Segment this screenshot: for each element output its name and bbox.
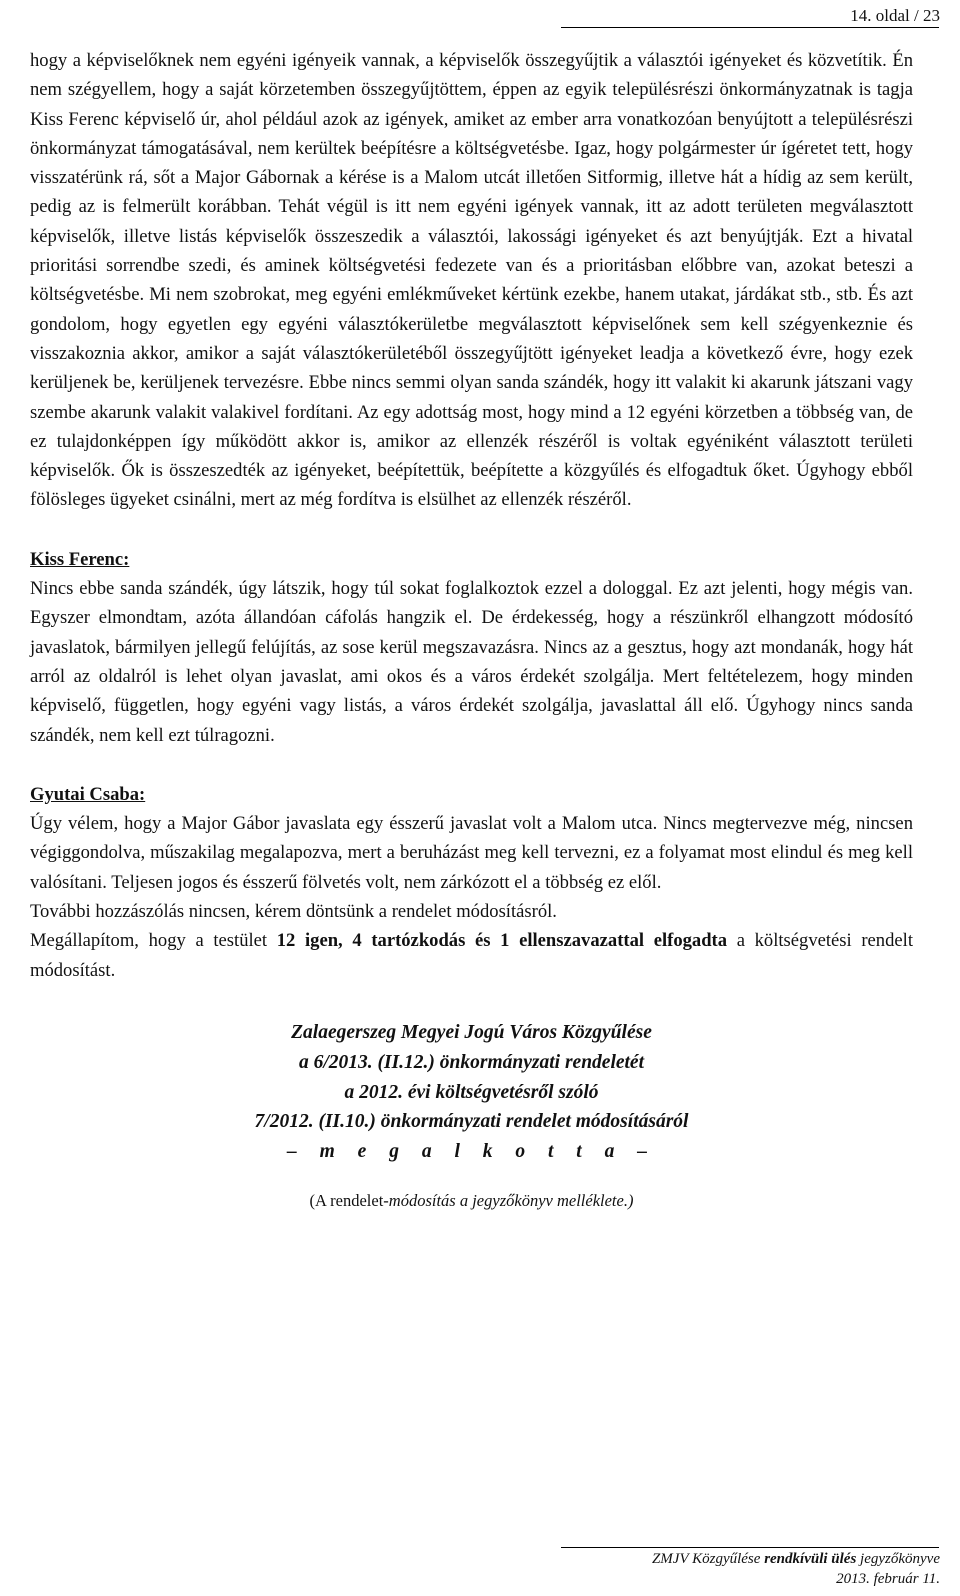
resolution-line-3: a 2012. évi költségvetésről szóló (344, 1081, 599, 1103)
resolution-line-2: a 6/2013. (II.12.) önkormányzati rendeletét (298, 1051, 645, 1073)
footer-title (652, 1551, 940, 1568)
resolution-line-5: – m e g a l k o t t a – (287, 1141, 656, 1163)
page-header (0, 0, 960, 30)
footer-title-pre: ZMJV Közgyűlése (651, 1551, 765, 1567)
resolution-line-4: 7/2012. (II.10.) önkormányzati rendelet módosításáról (254, 1111, 689, 1133)
paragraph-1: hogy a képviselőknek nem egyéni igényeik vannak, a képviselők összegyűjtik a választói igényeket és közvetítik. Én nem szégyellem, hogy a saját körzetemben összegyűjtöttem, éppen az egyik településrészi önkormányzatnak is tagja Kiss Ferenc képviselő úr, ahol például azok az igények, amiket az ember arra vonatkozóan benyújtott a településrészi önkormányzat támogatásával, nem kerültek beépítésre a költségvetésbe. Igaz, hogy polgármester úr ígéretet tett, hogy visszatérünk rá, sőt a Major Gábornak a kérése is a Malom utcát illetően Sitformig, illetve hát a hídig az sem került, pedig az is felmerült korábban. Tehát végül is itt nem egyéni igények vannak, itt az adott területen megválasztott képviselők, illetve listás képviselők összeszedik a választói, lakossági igényeket és azt benyújtják. Ezt a hivatal prioritási sorrendbe szedi, és aminek költségvetési fedezete van és a prioritásban előbbre van, azokat beteszi a költségvetésbe. Mi nem szobrokat, meg egyéni emlékműveket kértünk ezekbe, hanem utakat, járdákat stb., stb. És azt gondolom, hogy egyetlen egy egyéni választókerületbe megválasztott képviselőnek sem kell szégyenkeznie és visszakoznia akkor, amikor a saját választókerületéből összegyűjtött igényeket leadja a következő évre, hogy ezek kerüljenek be, kerüljenek tervezésre. Ebbe nincs semmi olyan sanda szándék, hogy itt valakit ki akarunk játszani vagy szembe akarunk valakit valakivel fordítani. Az egy adottság most, hogy mind a 12 egyéni körzetben a többség van, de ez tulajdonképpen így működött akkor is, amikor az ellenzék részéről is voltak egyéniként választott területi képviselők. Ők is összeszedték az igényeket, beépítettük, beépítette a közgyűlés és elfogadtuk őket. Úgyhogy ebből fölösleges ügyeket csinálni, mert az még fordítva is elsülhet az ellenzék részéről. (30, 50, 913, 511)
page-number: 14. oldal / 23 (850, 6, 940, 25)
footer-rule (561, 1547, 939, 1548)
header-rule (561, 27, 939, 28)
speaker-gyutai-csaba: Gyutai Csaba: (30, 783, 146, 805)
paragraph-gyutai: Úgy vélem, hogy a Major Gábor javaslata egy ésszerű javaslat volt a Malom utca. Nincs megtervezve még, nincsen végiggondolva, műszakilag megalapozva, mert a beruházást meg kell tervezni, ez a folyamat most elindul és meg kell valósítani. Teljesen jogos és ésszerű fölvetés volt, nem zárkózott el a többség ez elől. (30, 813, 913, 893)
speaker-kiss-ferenc: Kiss Ferenc: (30, 548, 130, 570)
footer-date: 2013. február 11. (836, 1571, 940, 1587)
document-body (30, 46, 913, 1211)
footer-title-post: jegyzőkönyve (856, 1551, 940, 1567)
paragraph-vote-result (30, 926, 913, 985)
resolution-block (30, 1018, 913, 1167)
paragraph-no-more-comments: További hozzászólás nincsen, kérem döntsünk a rendelet módosításról. (30, 901, 557, 923)
footer-title-bold: rendkívüli ülés (764, 1551, 857, 1567)
vote-text-post: a költségvetési rendelt módosítást. (30, 930, 913, 981)
annex-note-italic: módosítás a jegyzőkönyv melléklete.) (388, 1190, 634, 1210)
annex-note (30, 1191, 913, 1211)
vote-text-pre: Megállapítom, hogy a testület (30, 930, 277, 952)
resolution-line-1: Zalaegerszeg Megyei Jogú Város Közgyűlése (291, 1021, 652, 1043)
paragraph-kiss: Nincs ebbe sanda szándék, úgy látszik, hogy túl sokat foglalkoztok ezzel a dologgal. Ez azt jelenti, hogy mégis van. Egyszer elmondtam, azóta állandóan cáfolás hangzik el. De érdekesség, hogy a részünkről elhangzott módosító javaslatok, bármilyen jellegű felújítás, az sose kerül megszavazásra. Nincs az a gesztus, hogy azt mondanák, hogy hát arról az oldalról is lehet olyan javaslat, ami okos és a város érdekét szolgálja. Mert feltételezem, hogy minden képviselő, független, hogy egyéni vagy listás, a város érdekét szolgálja, javaslattal áll elő. Úgyhogy nincs sanda szándék, nem kell ezt túlragozni. (30, 578, 913, 746)
annex-note-pre: (A rendelet- (309, 1190, 389, 1210)
vote-text-bold: 12 igen, 4 tartózkodás és 1 ellenszavazattal elfogadta (276, 930, 728, 952)
